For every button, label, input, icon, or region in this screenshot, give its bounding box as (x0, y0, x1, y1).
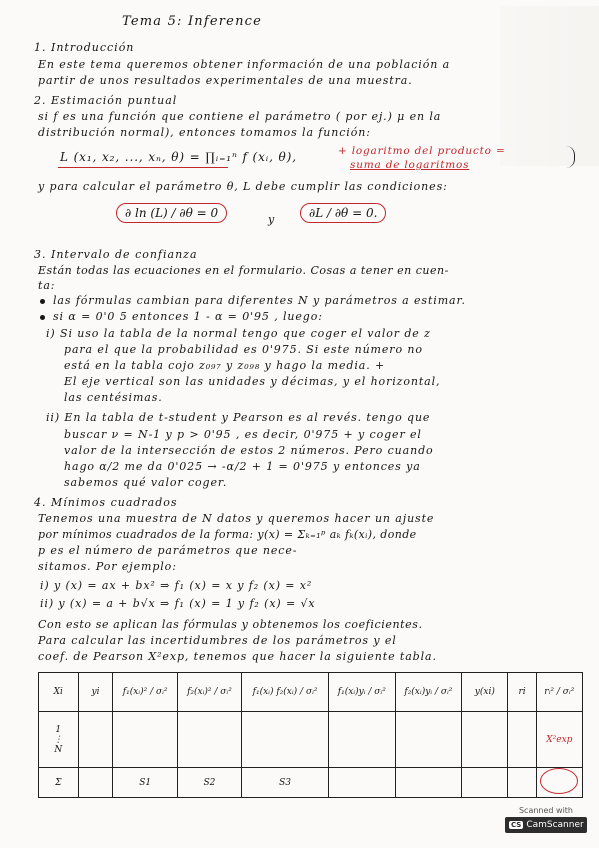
table-sum-row (39, 768, 583, 798)
table-cell (177, 712, 241, 768)
bullet-dot (40, 299, 45, 304)
table-cell (462, 768, 508, 798)
circled-total (540, 768, 578, 794)
text-line: ta: (38, 279, 56, 292)
log-note: + logaritmo del producto = (338, 145, 506, 157)
likelihood-formula: L (x₁, x₂, ..., xₙ, θ) = ∏ᵢ₌₁ⁿ f (xᵢ, θ), (60, 150, 297, 164)
text-line: ii) En la tabla de t-student y Pearson es al revés. tengo que (46, 411, 431, 424)
table-cell (329, 712, 396, 768)
bullet-item (40, 310, 323, 324)
bleed-through-area (500, 6, 599, 166)
condition-box-2: ∂L / ∂θ = 0. (300, 203, 386, 223)
text-line: si f es una función que contiene el parámetro ( por ej.) μ en la (38, 110, 442, 123)
table-cell (242, 712, 329, 768)
table-cell (395, 768, 462, 798)
bullet-text: si α = 0'0 5 entonces 1 - α = 0'95 , luego: (53, 310, 323, 323)
page-title: Tema 5: Inference (122, 14, 263, 29)
section-2-heading: 2. Estimación puntual (34, 94, 178, 107)
sum-cell: S1 (113, 768, 177, 798)
chi-cell: X²exp (536, 712, 582, 768)
row-index: ⋮ (53, 734, 63, 745)
text-line: En este tema queremos obtener información de una población a (38, 58, 451, 71)
table-cell (113, 712, 177, 768)
camscanner-logo-icon: CS (511, 821, 522, 829)
bullet-dot (40, 315, 45, 320)
camscanner-badge (505, 817, 587, 833)
table-cell (78, 768, 113, 798)
camscanner-brand: CamScanner (526, 820, 584, 830)
table-header: y(xi) (462, 673, 508, 712)
formula-underline (58, 167, 228, 168)
table-header: f₁(xᵢ)yᵢ / σᵢ² (329, 673, 396, 712)
table-cell (39, 712, 79, 768)
text-line: buscar ν = N-1 y p > 0'95 , es decir, 0'975 + y coger el (64, 428, 422, 441)
text-line: y (268, 213, 276, 226)
text-line: p es el número de parámetros que nece- (38, 544, 298, 557)
text-line: partir de unos resultados experimentales de una muestra. (38, 74, 413, 87)
example-line: ii) y (x) = a + b√x ⇒ f₁ (x) = 1 y f₂ (x) = √x (40, 597, 316, 610)
table-row (39, 712, 583, 768)
text-line: para el que la probabilidad es 0'975. Si este número no (64, 343, 423, 356)
text-line: i) Si uso la tabla de la normal tengo que coger el valor de z (46, 327, 431, 340)
table-header: yi (78, 673, 113, 712)
text-line: Tenemos una muestra de N datos y queremos hacer un ajuste (38, 512, 435, 525)
example-line: i) y (x) = ax + bx² ⇒ f₁ (x) = x y f₂ (x) = x² (40, 579, 313, 592)
text-line: hago α/2 me da 0'025 → -α/2 + 1 = 0'975 y entonces ya (64, 460, 421, 473)
table-cell (78, 712, 113, 768)
text-line: por mínimos cuadrados de la forma: y(x) = Σₖ₌₁ᵖ aₖ fₖ(xᵢ), donde (38, 528, 417, 541)
table-cell (329, 768, 396, 798)
table-cell (462, 712, 508, 768)
table-cell (395, 712, 462, 768)
section-3-heading: 3. Intervalo de confianza (34, 248, 198, 261)
text-line: distribución normal), entonces tomamos la función: (38, 126, 371, 139)
sum-cell: S3 (242, 768, 329, 798)
text-line: El eje vertical son las unidades y décimas, y el horizontal, (64, 375, 441, 388)
text-line: Para calcular las incertidumbres de los parámetros y el (38, 634, 397, 647)
table-header: Xi (39, 673, 79, 712)
table-cell (508, 768, 536, 798)
text-line: está en la tabla cojo z₀₉₇ y z₀₉₈ y hago la media. + (64, 359, 386, 372)
camscanner-watermark (505, 806, 587, 833)
text-line: valor de la intersección de estos 2 números. Pero cuando (64, 444, 434, 457)
text-line: Están todas las ecuaciones en el formulario. Cosas a tener en cuen- (38, 264, 449, 277)
text-line: coef. de Pearson X²exp, tenemos que hacer la siguiente tabla. (38, 650, 437, 663)
table-header: f₂(xᵢ)² / σᵢ² (177, 673, 241, 712)
table-cell (508, 712, 536, 768)
sum-symbol: Σ (39, 768, 79, 798)
scanned-with-label: Scanned with (518, 806, 574, 815)
table-header: f₁(xᵢ)² / σᵢ² (113, 673, 177, 712)
table-header: f₂(xᵢ)yᵢ / σᵢ² (395, 673, 462, 712)
text-line: Con esto se aplican las fórmulas y obtenemos los coeficientes. (38, 618, 423, 631)
section-1-heading: 1. Introducción (34, 41, 135, 54)
table-cell (536, 768, 582, 798)
table-header: ri (508, 673, 536, 712)
section-4-heading: 4. Mínimos cuadrados (34, 496, 178, 509)
table-header-row (39, 673, 583, 712)
text-line: y para calcular el parámetro θ, L debe cumplir las condiciones: (38, 180, 448, 193)
bullet-text: las fórmulas cambian para diferentes N y parámetros a estimar. (53, 294, 466, 307)
log-note: suma de logaritmos (350, 159, 470, 171)
table-header: rᵢ² / σᵢ² (536, 673, 582, 712)
text-line: sabemos qué valor coger. (64, 476, 228, 489)
sum-cell: S2 (177, 768, 241, 798)
table-header: f₁(xᵢ) f₂(xᵢ) / σᵢ² (242, 673, 329, 712)
row-index: 1 (55, 724, 62, 735)
bullet-item (40, 294, 466, 308)
text-line: sitamos. Por ejemplo: (38, 560, 177, 573)
condition-box-1: ∂ ln (L) / ∂θ = 0 (116, 203, 227, 223)
least-squares-table (38, 672, 583, 798)
row-index: N (54, 744, 63, 755)
text-line: las centésimas. (64, 391, 163, 404)
